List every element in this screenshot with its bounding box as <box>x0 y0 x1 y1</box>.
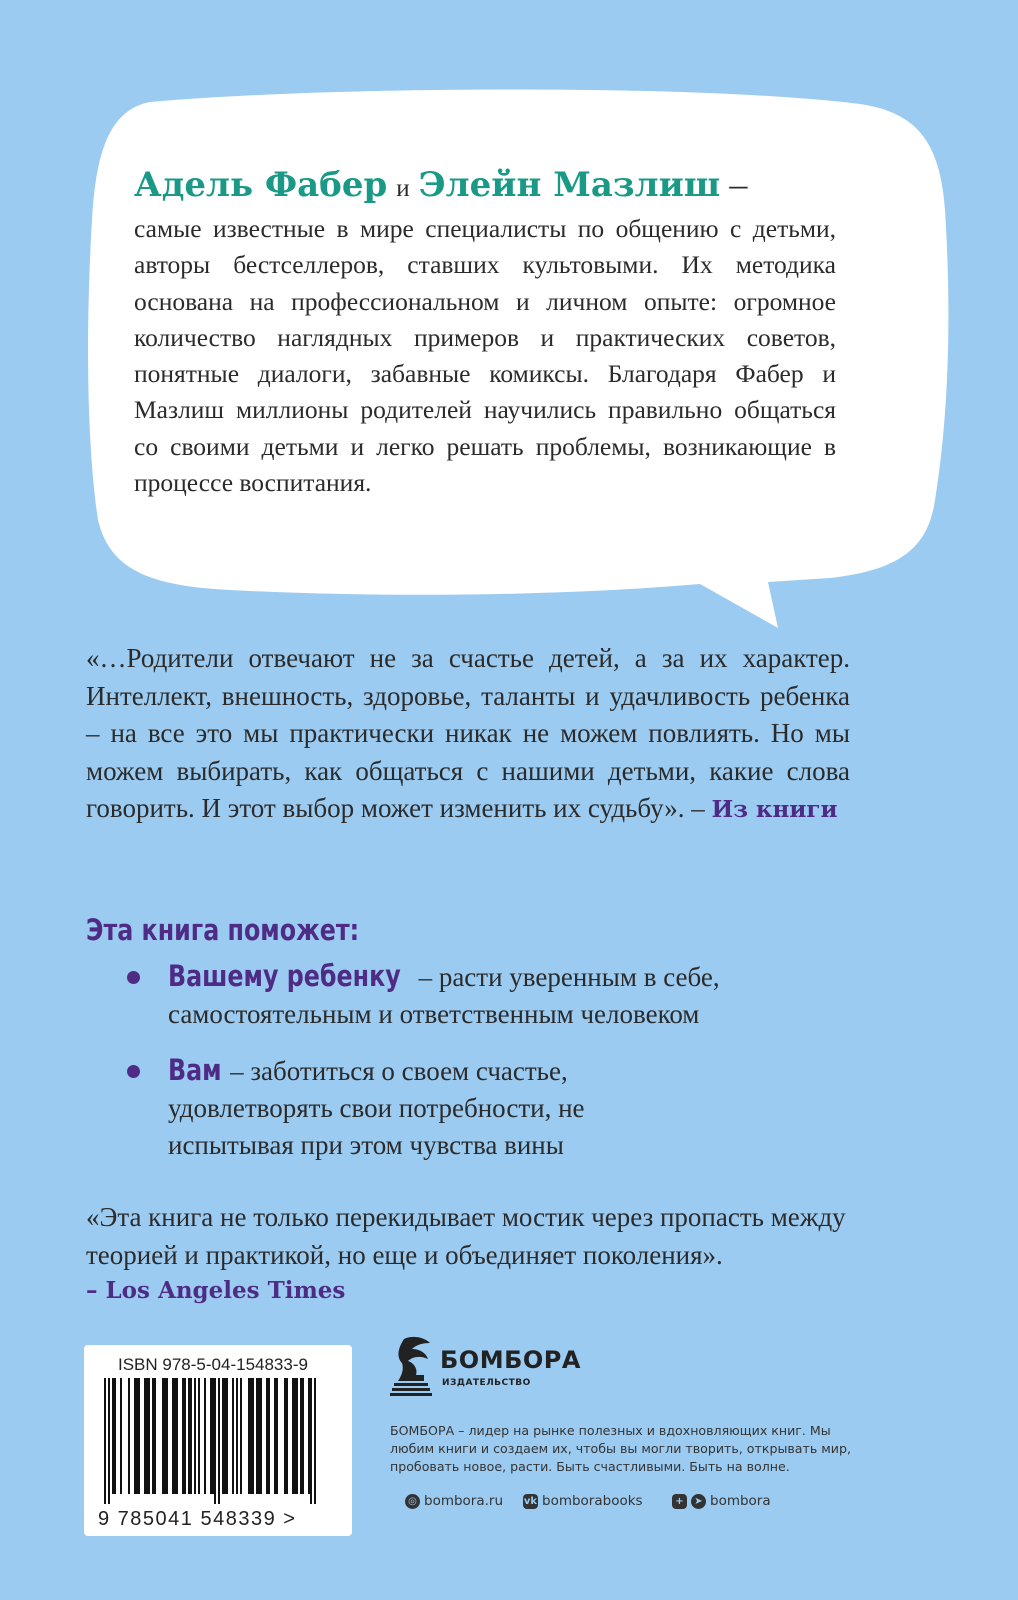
authors-description: самые известные в мире специалисты по общению с детьми, авторы бестселлеров, ставших культовыми. Их методика основана на профессиональном и личном опыте: огромное количество наглядных примеров и практических советов, понятные диалоги, забавные комиксы. Благодаря Фабер и Мазлиш миллионы родителей научились правильно общаться со своими детьми и легко решать проблемы, возникающие в процессе воспитания. <box>134 214 836 498</box>
barcode-bar <box>210 1378 214 1494</box>
publisher-description: БОМБОРА – лидер на рынке полезных и вдохновляющих книг. Мы любим книги и создаем их, чтобы вы могли творить, открывать мир, пробовать новое, расти. Быть счастливыми. Быть на волне. <box>390 1423 851 1474</box>
barcode-bar <box>194 1378 196 1494</box>
barcode-bar <box>198 1378 200 1494</box>
help-item <box>168 958 808 1033</box>
barcode-bar <box>284 1378 288 1494</box>
barcode-bar <box>308 1378 310 1494</box>
social-label: bombora <box>710 1493 771 1509</box>
barcode-bar <box>112 1378 116 1494</box>
authors-dash: – <box>729 164 748 204</box>
barcode-bar <box>310 1378 312 1504</box>
social-telegram[interactable] <box>672 1493 771 1509</box>
helps-title: Эта книга поможет: <box>86 913 360 947</box>
barcode-bar <box>240 1378 242 1494</box>
barcode-bar <box>274 1378 278 1494</box>
author-name-1: Адель Фабер <box>134 165 388 205</box>
barcode <box>96 1378 340 1508</box>
help-item-head: Вашему ребенку <box>168 959 401 993</box>
author-name-2: Элейн Мазлиш <box>418 165 721 205</box>
barcode-bar <box>120 1378 122 1494</box>
publisher-name: БОМБОРА <box>440 1346 581 1374</box>
barcode-bar <box>128 1378 130 1494</box>
book-quote <box>86 640 850 829</box>
barcode-bar <box>188 1378 192 1494</box>
help-item-text: – расти уверенным в себе, самостоятельным и ответственным человеком <box>168 962 720 1029</box>
press-quote: «Эта книга не только перекидывает мостик через пропасть между теорией и практикой, но еще и объединяет поколения». <box>86 1202 846 1270</box>
barcode-bar <box>144 1378 150 1494</box>
bullet-dot-icon <box>127 1065 140 1078</box>
barcode-bar <box>314 1378 316 1504</box>
bombora-logo-icon <box>390 1335 436 1397</box>
barcode-bar <box>134 1378 140 1494</box>
authors-conjunction: и <box>396 175 410 202</box>
book-quote-text: «…Родители отвечают не за счастье детей, а за их характер. Интеллект, внешность, здоровье, таланты и удачливость ребенка – на все это мы практически никак не можем повлиять. Но мы можем выбирать, как общаться с нашими детьми, какие слова говорить. И этот выбор может изменить их судьбу». – <box>86 643 850 823</box>
publisher-subtitle: ИЗДАТЕЛЬСТВО <box>442 1378 531 1388</box>
barcode-bar <box>152 1378 156 1494</box>
book-quote-source: Из книги <box>711 796 838 823</box>
barcode-bar <box>248 1378 254 1494</box>
bullet-dot-icon <box>127 971 140 984</box>
barcode-bar <box>214 1378 216 1504</box>
barcode-bar <box>182 1378 186 1494</box>
bubble-text <box>134 162 836 501</box>
social-vk[interactable] <box>523 1493 643 1509</box>
telegram-icon: ➤ <box>691 1494 706 1509</box>
barcode-bar <box>292 1378 298 1494</box>
barcode-bar <box>256 1378 262 1494</box>
authors-line <box>134 162 836 211</box>
barcode-bar <box>108 1378 110 1504</box>
help-item <box>168 1052 628 1164</box>
barcode-bar <box>222 1378 228 1494</box>
social-website[interactable] <box>405 1493 503 1509</box>
help-item-head: Вам <box>168 1053 222 1087</box>
press-quote-source: – Los Angeles Times <box>86 1277 346 1304</box>
barcode-digits: 9 785041 548339 > <box>98 1508 297 1530</box>
barcode-bar <box>218 1378 220 1504</box>
globe-icon: ◎ <box>405 1494 420 1509</box>
barcode-bar <box>236 1378 238 1494</box>
isbn-label: ISBN 978-5-04-154833-9 <box>118 1355 308 1374</box>
barcode-bar <box>104 1378 106 1504</box>
barcode-bar <box>204 1378 206 1494</box>
social-label: bomborabooks <box>542 1493 643 1509</box>
barcode-bar <box>266 1378 270 1494</box>
vk-icon: vk <box>523 1495 538 1507</box>
barcode-bar <box>162 1378 168 1494</box>
barcode-bar <box>232 1378 234 1494</box>
social-label: bombora.ru <box>424 1493 504 1509</box>
help-item-text: – заботиться о своем счастье, удовлетворять свои потребности, не испытывая при этом чувства вины <box>168 1056 585 1160</box>
plus-icon: + <box>672 1494 687 1509</box>
barcode-bar <box>172 1378 178 1494</box>
barcode-bar <box>300 1378 304 1494</box>
